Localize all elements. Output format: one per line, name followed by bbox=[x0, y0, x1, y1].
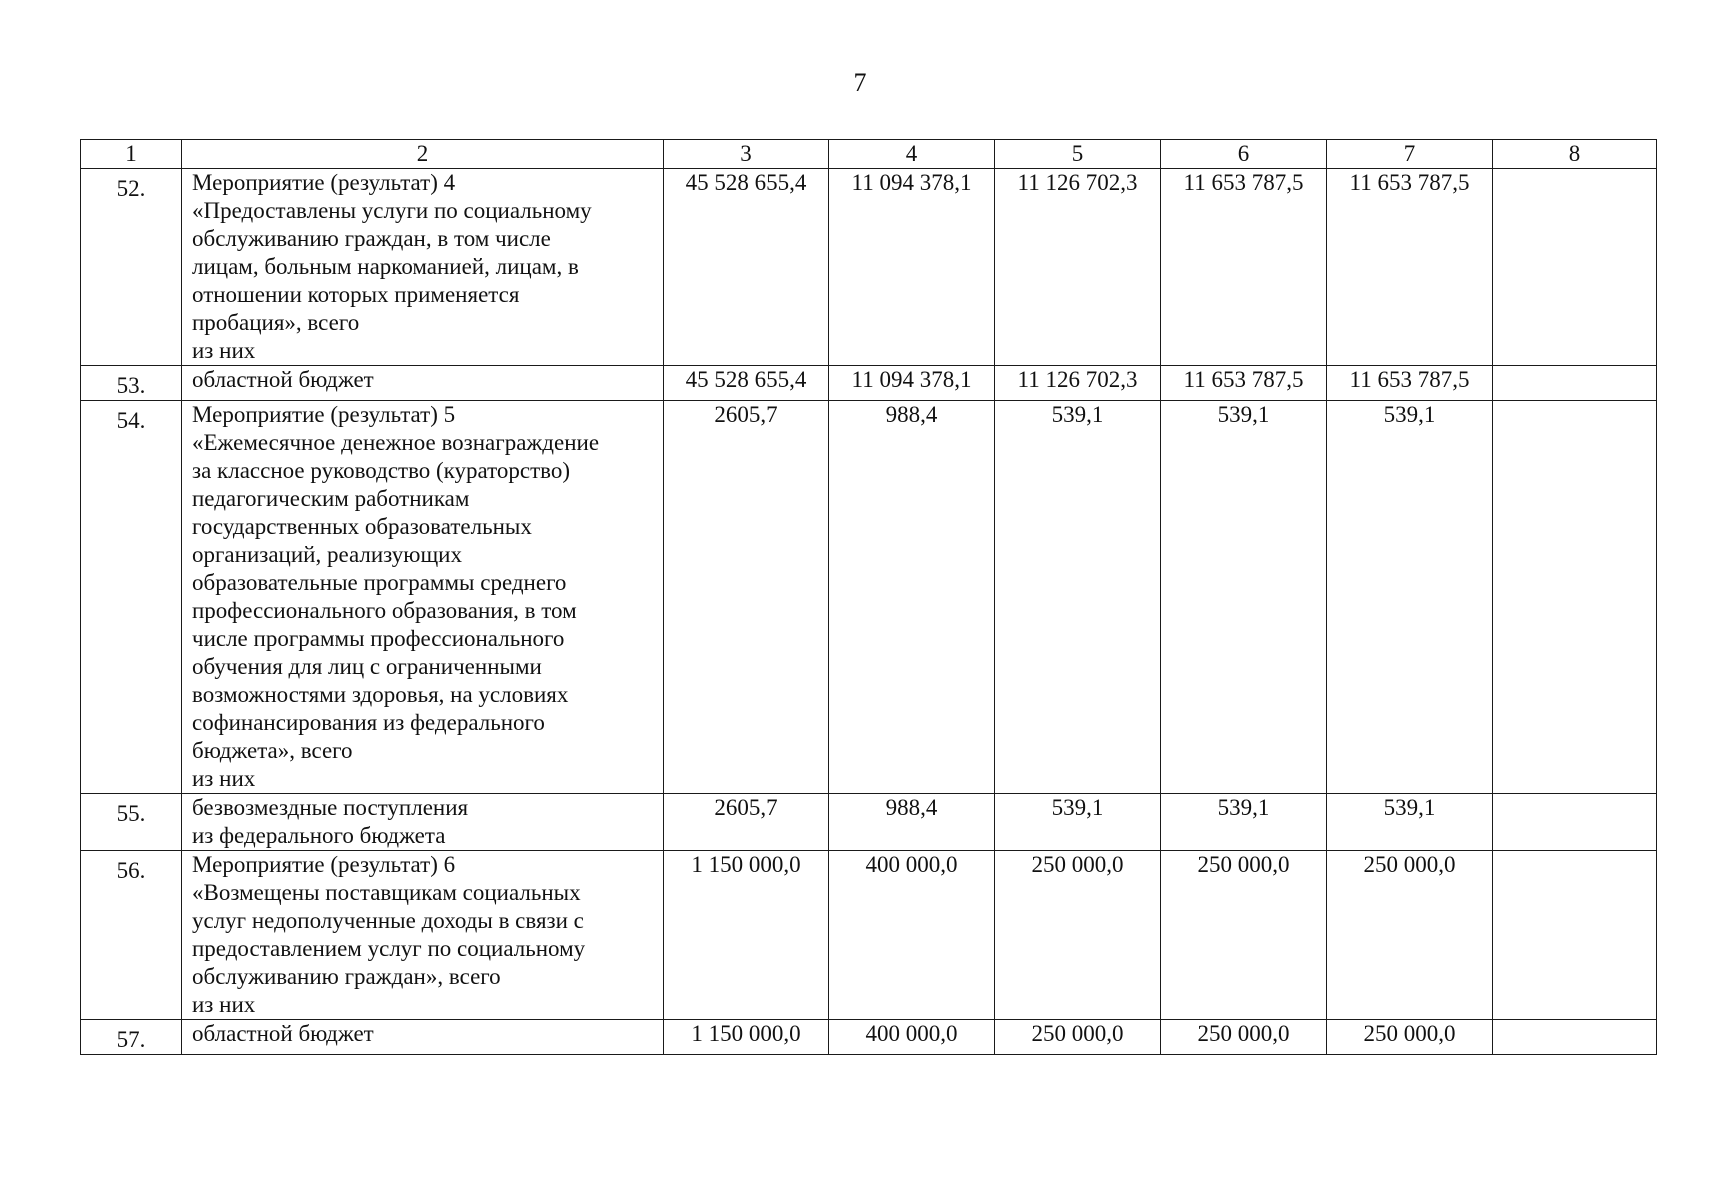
value-cell-col-8 bbox=[1493, 794, 1657, 851]
description-line: из них bbox=[192, 338, 256, 363]
description-line: Мероприятие (результат) 4 bbox=[192, 170, 456, 195]
description-line: педагогическим работникам bbox=[192, 486, 470, 511]
value-cell-col-5: 250 000,0 bbox=[995, 1020, 1161, 1055]
description-line: из них bbox=[192, 766, 256, 791]
value-cell-col-4: 400 000,0 bbox=[829, 1020, 995, 1055]
value-cell-col-3: 45 528 655,4 bbox=[664, 366, 829, 401]
value-cell-col-6: 250 000,0 bbox=[1161, 1020, 1327, 1055]
row-number: 57. bbox=[81, 1020, 182, 1055]
table-row bbox=[81, 169, 1657, 366]
header-cell: 2 bbox=[182, 140, 664, 169]
description-line: образовательные программы среднего bbox=[192, 570, 567, 595]
value-cell-col-4: 988,4 bbox=[829, 794, 995, 851]
value-cell-col-6: 539,1 bbox=[1161, 401, 1327, 794]
header-cell: 4 bbox=[829, 140, 995, 169]
value-cell-col-7: 539,1 bbox=[1327, 401, 1493, 794]
value-cell-col-3: 2605,7 bbox=[664, 401, 829, 794]
table-row bbox=[81, 794, 1657, 851]
description-line: «Возмещены поставщикам социальных bbox=[192, 880, 581, 905]
description-line: из федерального бюджета bbox=[192, 823, 446, 848]
header-cell: 3 bbox=[664, 140, 829, 169]
row-description bbox=[182, 366, 664, 401]
value-cell-col-5: 539,1 bbox=[995, 794, 1161, 851]
description-line: за классное руководство (кураторство) bbox=[192, 458, 571, 483]
row-description bbox=[182, 401, 664, 794]
row-number: 53. bbox=[81, 366, 182, 401]
value-cell-col-3: 45 528 655,4 bbox=[664, 169, 829, 366]
row-description bbox=[182, 851, 664, 1020]
value-cell-col-5: 11 126 702,3 bbox=[995, 366, 1161, 401]
description-line: услуг недополученные доходы в связи с bbox=[192, 908, 584, 933]
table-row bbox=[81, 1020, 1657, 1055]
description-line: безвозмездные поступления bbox=[192, 795, 469, 820]
description-line: пробация», всего bbox=[192, 310, 360, 335]
value-cell-col-8 bbox=[1493, 401, 1657, 794]
row-description bbox=[182, 794, 664, 851]
budget-table bbox=[80, 139, 1657, 1055]
value-cell-col-4: 11 094 378,1 bbox=[829, 366, 995, 401]
value-cell-col-6: 11 653 787,5 bbox=[1161, 169, 1327, 366]
value-cell-col-7: 11 653 787,5 bbox=[1327, 169, 1493, 366]
description-line: обучения для лиц с ограниченными bbox=[192, 654, 542, 679]
table-row bbox=[81, 851, 1657, 1020]
row-description bbox=[182, 169, 664, 366]
description-line: областной бюджет bbox=[192, 1021, 374, 1046]
value-cell-col-5: 539,1 bbox=[995, 401, 1161, 794]
value-cell-col-8 bbox=[1493, 366, 1657, 401]
value-cell-col-7: 250 000,0 bbox=[1327, 851, 1493, 1020]
row-number: 56. bbox=[81, 851, 182, 1020]
description-line: организаций, реализующих bbox=[192, 542, 462, 567]
description-line: государственных образовательных bbox=[192, 514, 532, 539]
description-line: софинансирования из федерального bbox=[192, 710, 545, 735]
description-line: предоставлением услуг по социальному bbox=[192, 936, 586, 961]
value-cell-col-8 bbox=[1493, 169, 1657, 366]
description-line: Мероприятие (результат) 5 bbox=[192, 402, 456, 427]
value-cell-col-6: 539,1 bbox=[1161, 794, 1327, 851]
description-line: «Предоставлены услуги по социальному bbox=[192, 198, 592, 223]
description-line: из них bbox=[192, 992, 256, 1017]
row-number: 54. bbox=[81, 401, 182, 794]
value-cell-col-7: 250 000,0 bbox=[1327, 1020, 1493, 1055]
row-number: 52. bbox=[81, 169, 182, 366]
value-cell-col-8 bbox=[1493, 1020, 1657, 1055]
description-line: бюджета», всего bbox=[192, 738, 353, 763]
value-cell-col-7: 539,1 bbox=[1327, 794, 1493, 851]
header-cell: 6 bbox=[1161, 140, 1327, 169]
description-line: обслуживанию граждан, в том числе bbox=[192, 226, 551, 251]
value-cell-col-8 bbox=[1493, 851, 1657, 1020]
row-description bbox=[182, 1020, 664, 1055]
table-header-row bbox=[81, 140, 1657, 169]
value-cell-col-3: 1 150 000,0 bbox=[664, 1020, 829, 1055]
description-line: областной бюджет bbox=[192, 367, 374, 392]
description-line: числе программы профессионального bbox=[192, 626, 565, 651]
header-cell: 8 bbox=[1493, 140, 1657, 169]
value-cell-col-4: 400 000,0 bbox=[829, 851, 995, 1020]
header-cell: 1 bbox=[81, 140, 182, 169]
value-cell-col-5: 11 126 702,3 bbox=[995, 169, 1161, 366]
value-cell-col-3: 1 150 000,0 bbox=[664, 851, 829, 1020]
table-row bbox=[81, 366, 1657, 401]
description-line: отношении которых применяется bbox=[192, 282, 520, 307]
description-line: «Ежемесячное денежное вознаграждение bbox=[192, 430, 600, 455]
value-cell-col-3: 2605,7 bbox=[664, 794, 829, 851]
description-line: обслуживанию граждан», всего bbox=[192, 964, 501, 989]
page-number: 7 bbox=[853, 68, 867, 97]
row-number: 55. bbox=[81, 794, 182, 851]
value-cell-col-6: 11 653 787,5 bbox=[1161, 366, 1327, 401]
description-line: Мероприятие (результат) 6 bbox=[192, 852, 456, 877]
header-cell: 7 bbox=[1327, 140, 1493, 169]
value-cell-col-4: 11 094 378,1 bbox=[829, 169, 995, 366]
value-cell-col-6: 250 000,0 bbox=[1161, 851, 1327, 1020]
description-line: возможностями здоровья, на условиях bbox=[192, 682, 569, 707]
value-cell-col-5: 250 000,0 bbox=[995, 851, 1161, 1020]
value-cell-col-7: 11 653 787,5 bbox=[1327, 366, 1493, 401]
description-line: лицам, больным наркоманией, лицам, в bbox=[192, 254, 579, 279]
description-line: профессионального образования, в том bbox=[192, 598, 577, 623]
value-cell-col-4: 988,4 bbox=[829, 401, 995, 794]
table-row bbox=[81, 401, 1657, 794]
header-cell: 5 bbox=[995, 140, 1161, 169]
